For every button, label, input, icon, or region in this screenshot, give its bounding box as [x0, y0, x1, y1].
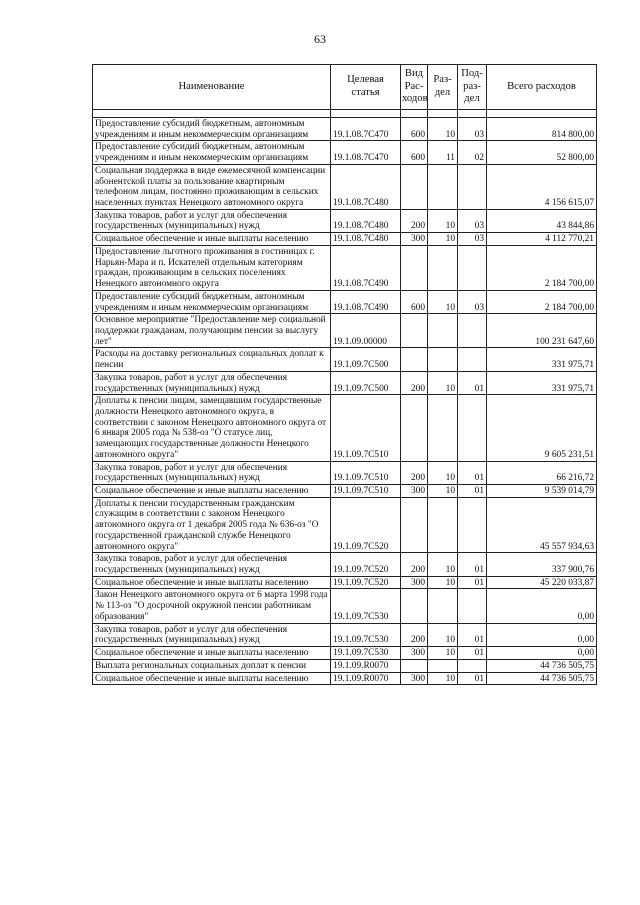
cell-code: 19.1.09.7С530: [331, 647, 401, 660]
cell-vid: [401, 659, 428, 672]
cell-total: 45 220 033,87: [487, 576, 597, 589]
page-number: 63: [314, 32, 326, 46]
cell-razdel: [428, 314, 458, 348]
table-row: [93, 164, 597, 209]
cell-podrazdel: [458, 659, 487, 672]
cell-name: Основное мероприятие "Предоставление мер социальной поддержки гражданам, получающим пенсии за выслугу лет": [93, 314, 331, 348]
cell-total: 2 184 700,00: [487, 290, 597, 313]
cell-podrazdel: [458, 589, 487, 623]
table-row: [93, 290, 597, 313]
cell-vid: [401, 395, 428, 461]
cell-name: Доплаты к пенсии государственным гражданским служащим в соответствии с законом Ненецкого автономного округа от 1 декабря 2005 года № 636-оз "О государственной гражданской службе Ненецкого автономного округа": [93, 497, 331, 553]
cell-total: 43 844,86: [487, 209, 597, 232]
cell-podrazdel: 03: [458, 209, 487, 232]
cell-razdel: 10: [428, 118, 458, 141]
cell-code: 19.1.08.7С470: [331, 141, 401, 164]
cell-total: 0,00: [487, 623, 597, 646]
cell-podrazdel: 03: [458, 118, 487, 141]
cell-razdel: 10: [428, 672, 458, 685]
cell-total: 9 539 014,79: [487, 485, 597, 498]
table-row: [93, 659, 597, 672]
cell-vid: 200: [401, 461, 428, 484]
cell-total: 331 975,71: [487, 371, 597, 394]
table-row: [93, 395, 597, 461]
cell-total: 45 557 934,63: [487, 497, 597, 553]
cell-podrazdel: 03: [458, 290, 487, 313]
cell-name: Доплаты к пенсии лицам, замещавшим государственные должности Ненецкого автономного округа, в соответствии с законом Ненецкого автономного округа от 6 января 2005 года № 538-оз "О статусе лиц, замещающих государственные должности Ненецкого автономного округа": [93, 395, 331, 461]
cell-total: 44 736 505,75: [487, 672, 597, 685]
header-total: Всего расходов: [487, 65, 597, 110]
cell-podrazdel: 02: [458, 141, 487, 164]
cell-name: Закупка товаров, работ и услуг для обеспечения государственных (муниципальных) нужд: [93, 209, 331, 232]
cell-razdel: 10: [428, 233, 458, 246]
cell-total: 337 900,76: [487, 553, 597, 576]
cell-code: 19.1.08.7С480: [331, 164, 401, 209]
cell-podrazdel: 01: [458, 672, 487, 685]
cell-code: 19.1.09.7С510: [331, 485, 401, 498]
table-spacer-row: [93, 110, 597, 118]
cell-name: Социальное обеспечение и иные выплаты населению: [93, 576, 331, 589]
cell-code: 19.1.09.7С520: [331, 576, 401, 589]
table-row: [93, 245, 597, 290]
cell-vid: 200: [401, 371, 428, 394]
cell-razdel: 10: [428, 485, 458, 498]
table-row: [93, 233, 597, 246]
cell-total: 100 231 647,60: [487, 314, 597, 348]
cell-podrazdel: 01: [458, 647, 487, 660]
cell-name: Закупка товаров, работ и услуг для обеспечения государственных (муниципальных) нужд: [93, 371, 331, 394]
cell-name: Социальное обеспечение и иные выплаты населению: [93, 233, 331, 246]
cell-total: 0,00: [487, 647, 597, 660]
cell-total: 4 112 770,21: [487, 233, 597, 246]
cell-name: Предоставление субсидий бюджетным, автономным учреждениям и иным некоммерческим организациям: [93, 118, 331, 141]
cell-podrazdel: 01: [458, 553, 487, 576]
cell-vid: 600: [401, 118, 428, 141]
cell-razdel: [428, 164, 458, 209]
cell-code: 19.1.08.7С470: [331, 118, 401, 141]
header-vid: Вид Рас-ходов: [401, 65, 428, 110]
table-row: [93, 576, 597, 589]
cell-total: 331 975,71: [487, 348, 597, 371]
table-row: [93, 497, 597, 553]
cell-podrazdel: [458, 164, 487, 209]
cell-name: Социальное обеспечение и иные выплаты населению: [93, 672, 331, 685]
cell-razdel: 10: [428, 553, 458, 576]
cell-razdel: [428, 589, 458, 623]
cell-name: Закон Ненецкого автономного округа от 6 марта 1998 года № 113-оз "О досрочной окружной пенсии работникам образования": [93, 589, 331, 623]
table-row: [93, 348, 597, 371]
cell-code: 19.1.09.7С520: [331, 497, 401, 553]
cell-razdel: 10: [428, 623, 458, 646]
cell-podrazdel: [458, 314, 487, 348]
cell-code: 19.1.09.7С510: [331, 461, 401, 484]
table-row: [93, 485, 597, 498]
cell-total: 0,00: [487, 589, 597, 623]
cell-razdel: [428, 497, 458, 553]
cell-total: 2 184 700,00: [487, 245, 597, 290]
cell-vid: 600: [401, 141, 428, 164]
cell-code: 19.1.09.7С510: [331, 395, 401, 461]
cell-code: 19.1.08.7С480: [331, 209, 401, 232]
header-razdel: Раз-дел: [428, 65, 458, 110]
cell-code: 19.1.09.7С500: [331, 371, 401, 394]
cell-vid: [401, 589, 428, 623]
table-row: [93, 314, 597, 348]
cell-vid: [401, 164, 428, 209]
cell-podrazdel: 01: [458, 623, 487, 646]
cell-name: Выплата региональных социальных доплат к пенсии: [93, 659, 331, 672]
cell-razdel: 11: [428, 141, 458, 164]
cell-code: 19.1.09.R0070: [331, 659, 401, 672]
cell-vid: [401, 245, 428, 290]
table-row: [93, 371, 597, 394]
cell-name: Социальная поддержка в виде ежемесячной компенсации абонентской платы за пользование квартирным телефоном лицам, постоянно проживающим в сельских населенных пунктах Ненецкого автономного округа: [93, 164, 331, 209]
cell-razdel: 10: [428, 371, 458, 394]
cell-name: Закупка товаров, работ и услуг для обеспечения государственных (муниципальных) нужд: [93, 461, 331, 484]
table-row: [93, 589, 597, 623]
cell-vid: 200: [401, 553, 428, 576]
cell-razdel: 10: [428, 461, 458, 484]
cell-code: 19.1.08.7С490: [331, 245, 401, 290]
cell-name: Закупка товаров, работ и услуг для обеспечения государственных (муниципальных) нужд: [93, 553, 331, 576]
cell-code: 19.1.09.7С530: [331, 623, 401, 646]
cell-vid: 200: [401, 209, 428, 232]
header-code: Целевая статья: [331, 65, 401, 110]
cell-podrazdel: [458, 395, 487, 461]
cell-name: Социальное обеспечение и иные выплаты населению: [93, 485, 331, 498]
table-row: [93, 141, 597, 164]
table-row: [93, 672, 597, 685]
cell-code: 19.1.09.R0070: [331, 672, 401, 685]
cell-name: Расходы на доставку региональных социальных доплат к пенсии: [93, 348, 331, 371]
cell-razdel: [428, 395, 458, 461]
table-row: [93, 553, 597, 576]
cell-code: 19.1.09.7С530: [331, 589, 401, 623]
cell-total: 9 605 231,51: [487, 395, 597, 461]
cell-razdel: 10: [428, 209, 458, 232]
cell-razdel: [428, 348, 458, 371]
cell-podrazdel: 01: [458, 485, 487, 498]
cell-razdel: 10: [428, 290, 458, 313]
cell-podrazdel: 03: [458, 233, 487, 246]
cell-total: 52 800,00: [487, 141, 597, 164]
cell-total: 814 800,00: [487, 118, 597, 141]
table-row: [93, 209, 597, 232]
cell-vid: 300: [401, 485, 428, 498]
cell-vid: 600: [401, 290, 428, 313]
table-row: [93, 118, 597, 141]
cell-podrazdel: 01: [458, 461, 487, 484]
cell-total: 44 736 505,75: [487, 659, 597, 672]
table-header: [93, 65, 597, 110]
cell-vid: 200: [401, 623, 428, 646]
budget-table: [92, 64, 597, 685]
table-row: [93, 647, 597, 660]
cell-razdel: 10: [428, 576, 458, 589]
table-body: [93, 110, 597, 685]
cell-podrazdel: [458, 245, 487, 290]
cell-vid: 300: [401, 233, 428, 246]
cell-vid: 300: [401, 672, 428, 685]
cell-code: 19.1.09.7С520: [331, 553, 401, 576]
cell-razdel: 10: [428, 647, 458, 660]
cell-code: 19.1.09.00000: [331, 314, 401, 348]
cell-name: Предоставление субсидий бюджетным, автономным учреждениям и иным некоммерческим организациям: [93, 141, 331, 164]
cell-name: Предоставление льготного проживания в гостиницах г. Нарьян-Мара и п. Искателей отдельным категориям граждан, проживающим в сельских поселениях Ненецкого автономного округа: [93, 245, 331, 290]
cell-code: 19.1.08.7С490: [331, 290, 401, 313]
table-row: [93, 623, 597, 646]
cell-razdel: [428, 659, 458, 672]
cell-podrazdel: 01: [458, 576, 487, 589]
cell-code: 19.1.09.7С500: [331, 348, 401, 371]
cell-name: Закупка товаров, работ и услуг для обеспечения государственных (муниципальных) нужд: [93, 623, 331, 646]
cell-vid: [401, 348, 428, 371]
cell-total: 4 156 615,07: [487, 164, 597, 209]
cell-podrazdel: 01: [458, 371, 487, 394]
cell-name: Предоставление субсидий бюджетным, автономным учреждениям и иным некоммерческим организациям: [93, 290, 331, 313]
cell-vid: 300: [401, 576, 428, 589]
cell-razdel: [428, 245, 458, 290]
header-name: Наименование: [93, 65, 331, 110]
cell-vid: 300: [401, 647, 428, 660]
cell-name: Социальное обеспечение и иные выплаты населению: [93, 647, 331, 660]
cell-code: 19.1.08.7С480: [331, 233, 401, 246]
cell-podrazdel: [458, 497, 487, 553]
cell-vid: [401, 314, 428, 348]
cell-podrazdel: [458, 348, 487, 371]
cell-vid: [401, 497, 428, 553]
cell-total: 66 216,72: [487, 461, 597, 484]
table-row: [93, 461, 597, 484]
header-podrazdel: Под-раз-дел: [458, 65, 487, 110]
